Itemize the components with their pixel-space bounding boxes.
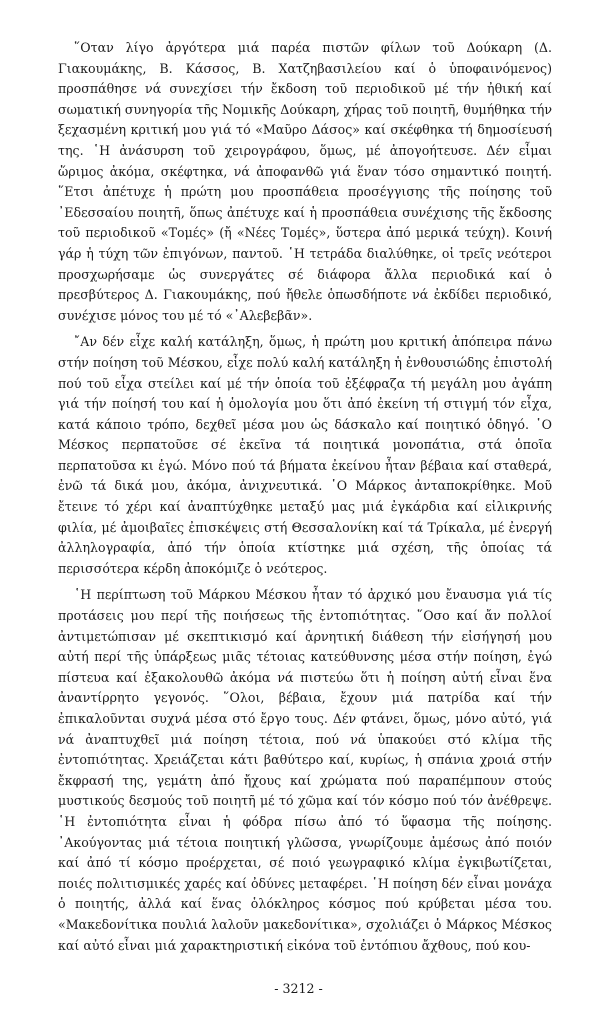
paragraph-1: ῞Οταν λίγο ἀργότερα μιά παρέα πιστῶν φίλων τοῦ Δούκαρη (Δ. Γιακουμάκης, Β. Κάσσος, Β. Χατζηβασιλείου καί ὁ ὑποφαινόμενος) προσπάθησε νά συνεχίσει τήν ἔκδοση τοῦ περιοδικοῦ μέ τήν ἠθική καί σωματική συνηγορία τῆς Νομικῆς Δούκαρη, χήρας τοῦ ποιητῆ, θυμήθηκα τήν ξεχασμένη κριτική μου γιά τό «Μαῦρο Δάσος» καί σκέφθηκα τή δημοσίευσή της. ῾Η ἀνάσυρση τοῦ χειρογράφου, ὅμως, μέ ἀπογοήτευσε. Δέν εἶμαι ὥριμος ἀκόμα, σκέφτηκα, νά ἀποφανθῶ γιά ἕναν τόσο σημαντικό ποιητή. ῞Ετσι ἀπέτυχε ἡ πρώτη μου προσπάθεια προσέγγισης τῆς ποίησης τοῦ ᾽Εδεσσαίου ποιητῆ, ὅπως ἀπέτυχε καί ἡ προσπάθεια συνέχισης τῆς ἔκδοσης τοῦ περιοδικοῦ «Τομές» (ἤ «Νέες Τομές», ὕστερα ἀπό μερικά τεύχη). Κοινή γάρ ἡ τύχη τῶν ἐπιγόνων, παντοῦ. ῾Η τετράδα διαλύθηκε, οἱ τρεῖς νεότεροι προσχωρήσαμε ὡς συνεργάτες σέ διάφορα ἄλλα περιοδικά καί ὁ πρεσβύτερος Δ. Γιακουμάκης, πού ἤθελε ὁπωσδήποτε νά ἐκδίδει περιοδικό, συνέχισε μόνος του μέ τό «᾽Αλεβεβᾶν».: [58, 40, 552, 323]
page-number: - 3212 -: [274, 981, 323, 996]
paragraph-3: ῾Η περίπτωση τοῦ Μάρκου Μέσκου ἦταν τό ἀρχικό μου ἔναυσμα γιά τίς προτάσεις μου περί τῆς ποιήσεως τῆς ἐντοπιότητας. ῞Οσο καί ἄν πολλοί ἀντιμετώπισαν μέ σκεπτικισμό καί ἀρνητική διάθεση τήν εἰσήγησή μου αὐτή περί τῆς ὑπάρξεως μιᾶς τέτοιας κατεύθυνσης μέσα στήν ποίηση, ἐγώ πίστευα καί ἐξακολουθῶ ἀκόμα νά πιστεύω ὅτι ἡ ποίηση αὐτή εἶναι ἕνα ἀναντίρρητο γεγονός. ῞Ολοι, βέβαια, ἔχουν μιά πατρίδα καί τήν ἐπικαλοῦνται συχνά μέσα στό ἔργο τους. Δέν φτάνει, ὅμως, μόνο αὐτό, γιά νά ἀναπτυχθεῖ μιά ποίηση τέτοια, πού νά ὑπακούει στό κλίμα τῆς ἐντοπιότητας. Χρειάζεται κάτι βαθύτερο καί, κυρίως, ἡ σπάνια χροιά στήν ἔκφρασή της, γεμάτη ἀπό ἤχους καί χρώματα πού παραπέμπουν στούς μυστικούς δεσμούς τοῦ ποιητῆ μέ τό χῶμα καί τόν κόσμο πού τόν ἀνέθρεψε. ῾Η ἐντοπιότητα εἶναι ἡ φόδρα πίσω ἀπό τό ὕφασμα τῆς ποίησης. ᾽Ακούγοντας μιά τέτοια ποιητική γλῶσσα, γνωρίζουμε ἀμέσως ἀπό ποιόν καί ἀπό τί κόσμο προέρχεται, σέ ποιό γεωγραφικό κλίμα ἐγκιβωτίζεται, ποιές πολιτισμικές χαρές καί ὀδύνες μεταφέρει. ῾Η ποίηση δέν εἶναι μονάχα ὁ ποιητής, ἀλλά καί ἕνας ὁλόκληρος κόσμος πού κρύβεται μέσα του. «Μακεδονίτικα πουλιά λαλοῦν μακεδονίτικα», σχολιάζει ὁ Μάρκος Μέσκος καί αὐτό εἶναι μιά χαρακτηριστική εἰκόνα τοῦ ἐντόπιου ἄχθους, πού κου-: [58, 587, 552, 953]
paragraph-2: ῎Αν δέν εἶχε καλή κατάληξη, ὅμως, ἡ πρώτη μου κριτική ἀπόπειρα πάνω στήν ποίηση τοῦ Μέσκου, εἶχε πολύ καλή κατάληξη ἡ ἐνθουσιώδης ἐπιστολή πού τοῦ εἶχα στείλει καί μέ τήν ὁποία τοῦ ἐξέφραζα τή μεγάλη μου ἀγάπη γιά τήν ποίησή του καί ἡ ὁμολογία μου ὅτι ἀπό ἐκείνη τή στιγμή τόν εἶχα, κατά κάποιο τρόπο, δεχθεῖ μέσα μου ὡς δάσκαλο καί ποιητικό ὁδηγό. ῾Ο Μέσκος περπατοῦσε σέ ἐκεῖνα τά ποιητικά μονοπάτια, στά ὁποῖα περπατοῦσα κι ἐγώ. Μόνο πού τά βήματα ἐκείνου ἦταν βέβαια καί σταθερά, ἐνῶ τά δικά μου, ἀκόμα, ἀνιχνευτικά. ῾Ο Μάρκος ἀνταποκρίθηκε. Μοῦ ἔτεινε τό χέρι καί ἀναπτύχθηκε μεταξύ μας μιά ἐγκάρδια καί εἰλικρινής φιλία, μέ ἀμοιβαῖες ἐπισκέψεις στή Θεσσαλονίκη καί τά Τρίκαλα, μέ ἐνεργή ἀλληλογραφία, ἀπό τήν ὁποία κτίστηκε μιά σχέση, τῆς ὁποίας τά περισσότερα κέρδη ἀποκόμιζε ὁ νεότερος.: [58, 334, 552, 576]
body-text: [58, 38, 552, 962]
